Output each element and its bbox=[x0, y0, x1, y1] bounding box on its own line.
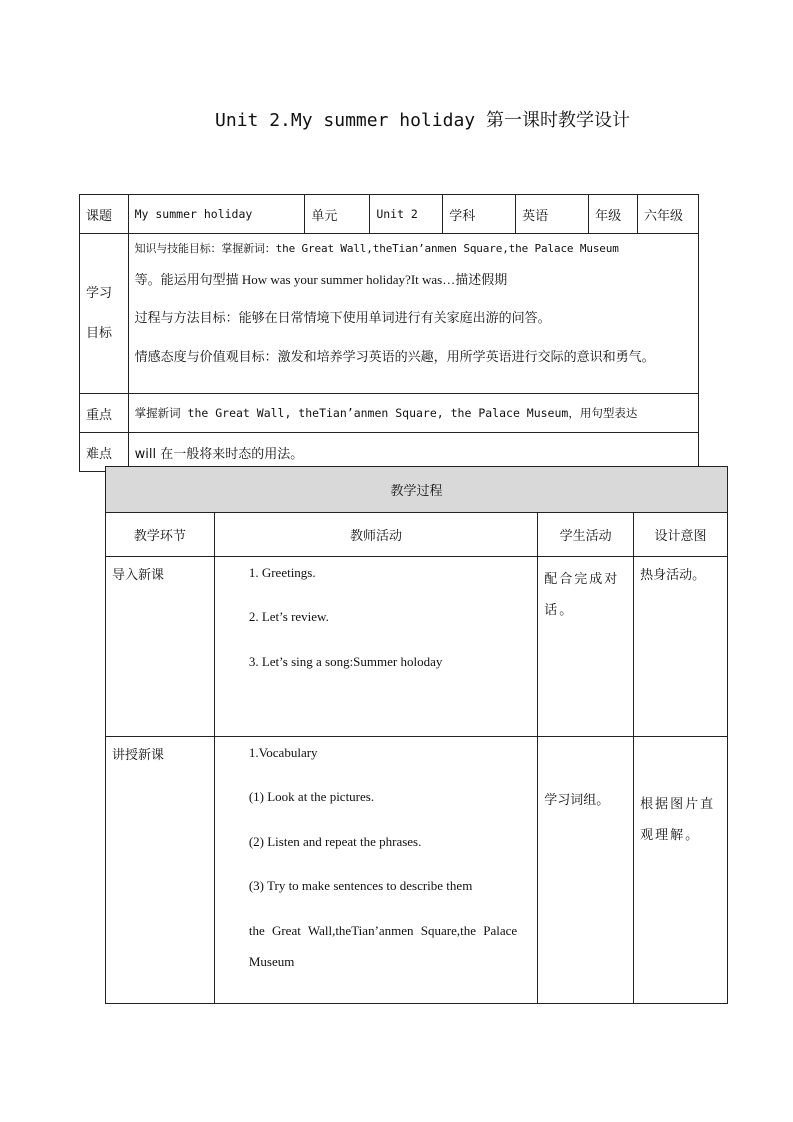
topic-label: 课题 bbox=[80, 195, 129, 234]
design-purpose-cell: 热身活动。 bbox=[634, 557, 728, 737]
list-item: Museum bbox=[248, 954, 295, 969]
table-row bbox=[106, 557, 728, 737]
list-item: 1.Vocabulary bbox=[248, 745, 318, 760]
key-value: 掌握新词 the Great Wall, theTian’anmen Square, the Palace Museum，用句型表达 bbox=[128, 394, 698, 433]
teacher-activity-cell bbox=[214, 557, 537, 737]
grade-label: 年级 bbox=[589, 195, 638, 234]
topic-value: My summer holiday bbox=[128, 195, 305, 234]
subject-value: 英语 bbox=[516, 195, 589, 234]
list-item: 3. Let’s sing a song:Summer holoday bbox=[248, 654, 443, 669]
list-item: 2. Let’s review. bbox=[248, 609, 329, 624]
stage-cell: 讲授新课 bbox=[106, 737, 215, 1004]
column-header: 设计意图 bbox=[634, 513, 728, 557]
goals-label bbox=[80, 234, 129, 394]
grade-value: 六年级 bbox=[638, 195, 699, 234]
subject-label: 学科 bbox=[443, 195, 516, 234]
list-item: (1) Look at the pictures. bbox=[248, 789, 375, 804]
stage-cell: 导入新课 bbox=[106, 557, 215, 737]
design-purpose-cell: 根据图片直观理解。 bbox=[634, 737, 728, 1004]
goals-label-line-1: 学习 bbox=[86, 285, 113, 301]
goal-knowledge-line-1: 知识与技能目标：掌握新词：the Great Wall,theTian’anmen Square,the Palace Museum bbox=[134, 242, 619, 255]
list-item: 1. Greetings. bbox=[248, 565, 316, 580]
process-table bbox=[105, 466, 728, 1004]
column-header: 学生活动 bbox=[538, 513, 634, 557]
student-activity-cell: 配合完成对话。 bbox=[538, 557, 634, 737]
goals-content bbox=[128, 234, 698, 394]
list-item: the Great Wall,theTian’anmen Square,the Palace bbox=[248, 923, 518, 938]
goal-knowledge-line-2: 等。能运用句型描 How was your summer holiday?It was…描述假期 bbox=[134, 272, 508, 287]
table-row bbox=[106, 737, 728, 1004]
teacher-activity-cell bbox=[214, 737, 537, 1004]
difficulty-value: will 在一般将来时态的用法。 bbox=[128, 433, 698, 472]
column-header: 教师活动 bbox=[214, 513, 537, 557]
goals-label-line-2: 目标 bbox=[86, 325, 113, 341]
unit-label: 单元 bbox=[305, 195, 370, 234]
info-table bbox=[79, 194, 699, 472]
goal-process: 过程与方法目标：能够在日常情境下使用单词进行有关家庭出游的问答。 bbox=[134, 311, 551, 326]
list-item: (3) Try to make sentences to describe them bbox=[248, 878, 473, 893]
page-title: Unit 2.My summer holiday 第一课时教学设计 bbox=[215, 110, 630, 131]
difficulty-label: 难点 bbox=[80, 433, 129, 472]
process-heading: 教学过程 bbox=[106, 467, 728, 513]
column-header: 教学环节 bbox=[106, 513, 215, 557]
goal-attitude: 情感态度与价值观目标：激发和培养学习英语的兴趣，用所学英语进行交际的意识和勇气。 bbox=[134, 350, 655, 365]
student-activity-cell: 学习词组。 bbox=[538, 737, 634, 1004]
list-item: (2) Listen and repeat the phrases. bbox=[248, 834, 422, 849]
unit-value: Unit 2 bbox=[370, 195, 443, 234]
key-label: 重点 bbox=[80, 394, 129, 433]
